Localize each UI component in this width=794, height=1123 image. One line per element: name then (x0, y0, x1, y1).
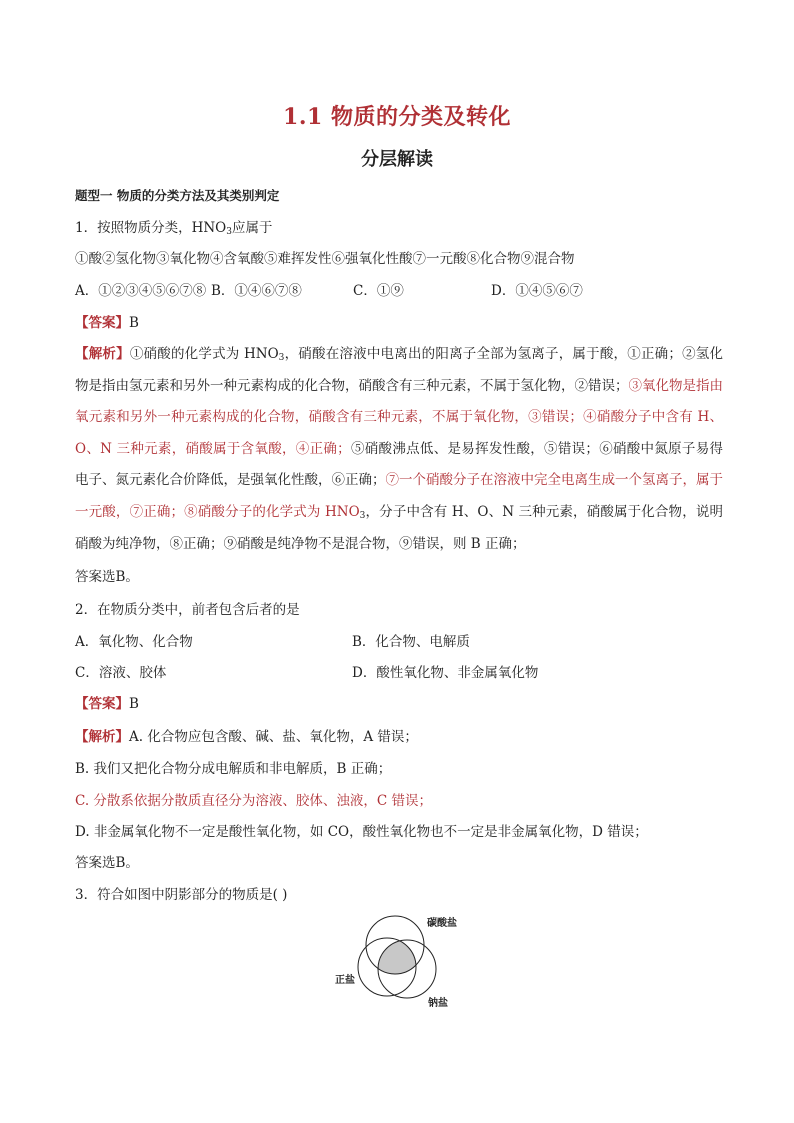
q2-answer: 【答案】B (75, 696, 139, 712)
venn-diagram (320, 910, 480, 1015)
q1-option-d: D．①④⑤⑥⑦ (491, 283, 583, 299)
q2-analysis-a: 【解析】A. 化合物应包含酸、碱、盐、氧化物，A 错误； (75, 729, 418, 745)
q2-option-d: D．酸性氧化物、非金属氧化物 (352, 665, 539, 681)
venn-label-sodium-salt: 钠盐 (428, 998, 448, 1009)
q1-option-b: B．①④⑥⑦⑧ (211, 283, 302, 299)
q3-stem: 3．符合如图中阴影部分的物质是( ) (75, 887, 288, 903)
page-subtitle: 分层解读 (361, 149, 433, 170)
q2-option-c: C．溶液、胶体 (75, 665, 167, 681)
q2-option-a: A．氧化物、化合物 (75, 634, 193, 650)
q2-analysis-c: C. 分散系依据分散质直径分为溶液、胶体、浊液，C 错误； (75, 793, 433, 809)
venn-label-normal-salt: 正盐 (335, 975, 355, 986)
q1-option-c: C．①⑨ (353, 283, 404, 299)
q2-analysis-b: B. 我们又把化合物分成电解质和非电解质，B 正确； (75, 761, 392, 777)
venn-label-carbonate: 碳酸盐 (427, 918, 457, 929)
q1-answer: 【答案】B (75, 315, 139, 331)
q1-list: ①酸②氢化物③氧化物④含氧酸⑤难挥发性⑥强氧化性酸⑦一元酸⑧化合物⑨混合物 (75, 251, 575, 267)
q2-conclusion: 答案选B。 (75, 855, 139, 871)
q1-stem: 1．按照物质分类，$HNO_3$应属于 (75, 220, 273, 237)
section-heading: 题型一 物质的分类方法及其类别判定 (75, 188, 280, 203)
q1-analysis: 【解析】①硝酸的化学式为 $HNO_3$，硝酸在溶液中电离出的阳离子全部为氢离子，属于酸，①正确；②氢化物是指由氢元素和另外一种元素构成的化合物，硝酸含有三种元素，不属于氢化物，②错误；③氧化物是指由氧元素和另外一种元素构成的化合物，硝酸含有三种元素，不属于氧化物，③错误；④硝酸分子中含有 H、O、N 三种元素，硝酸属于含氧酸，④正确；⑤硝酸沸点低、是易挥发性酸，⑤错误；⑥硝酸中氮原子易得电子、氮元素化合价降低，是强氧化性酸，⑥正确；⑦一个硝酸分子在溶液中完全电离生成一个氢离子，属于一元酸，⑦正确；⑧硝酸分子的化学式为 $HNO_3$，分子中含有 H、O、N 三种元素，硝酸属于化合物，说明硝酸为纯净物，⑧正确；⑨硝酸是纯净物不是混合物，⑨错误，则 B 正确； (75, 346, 724, 552)
q2-option-b: B．化合物、电解质 (352, 634, 470, 650)
q2-analysis-d: D. 非金属氧化物不一定是酸性氧化物，如 CO，酸性氧化物也不一定是非金属氧化物，D 错误； (75, 824, 648, 840)
page-title: 1.1 物质的分类及转化 (283, 104, 511, 130)
q2-stem: 2．在物质分类中，前者包含后者的是 (75, 602, 300, 618)
q1-conclusion: 答案选B。 (75, 569, 139, 585)
q1-option-a: A．①②③④⑤⑥⑦⑧ (75, 283, 207, 299)
